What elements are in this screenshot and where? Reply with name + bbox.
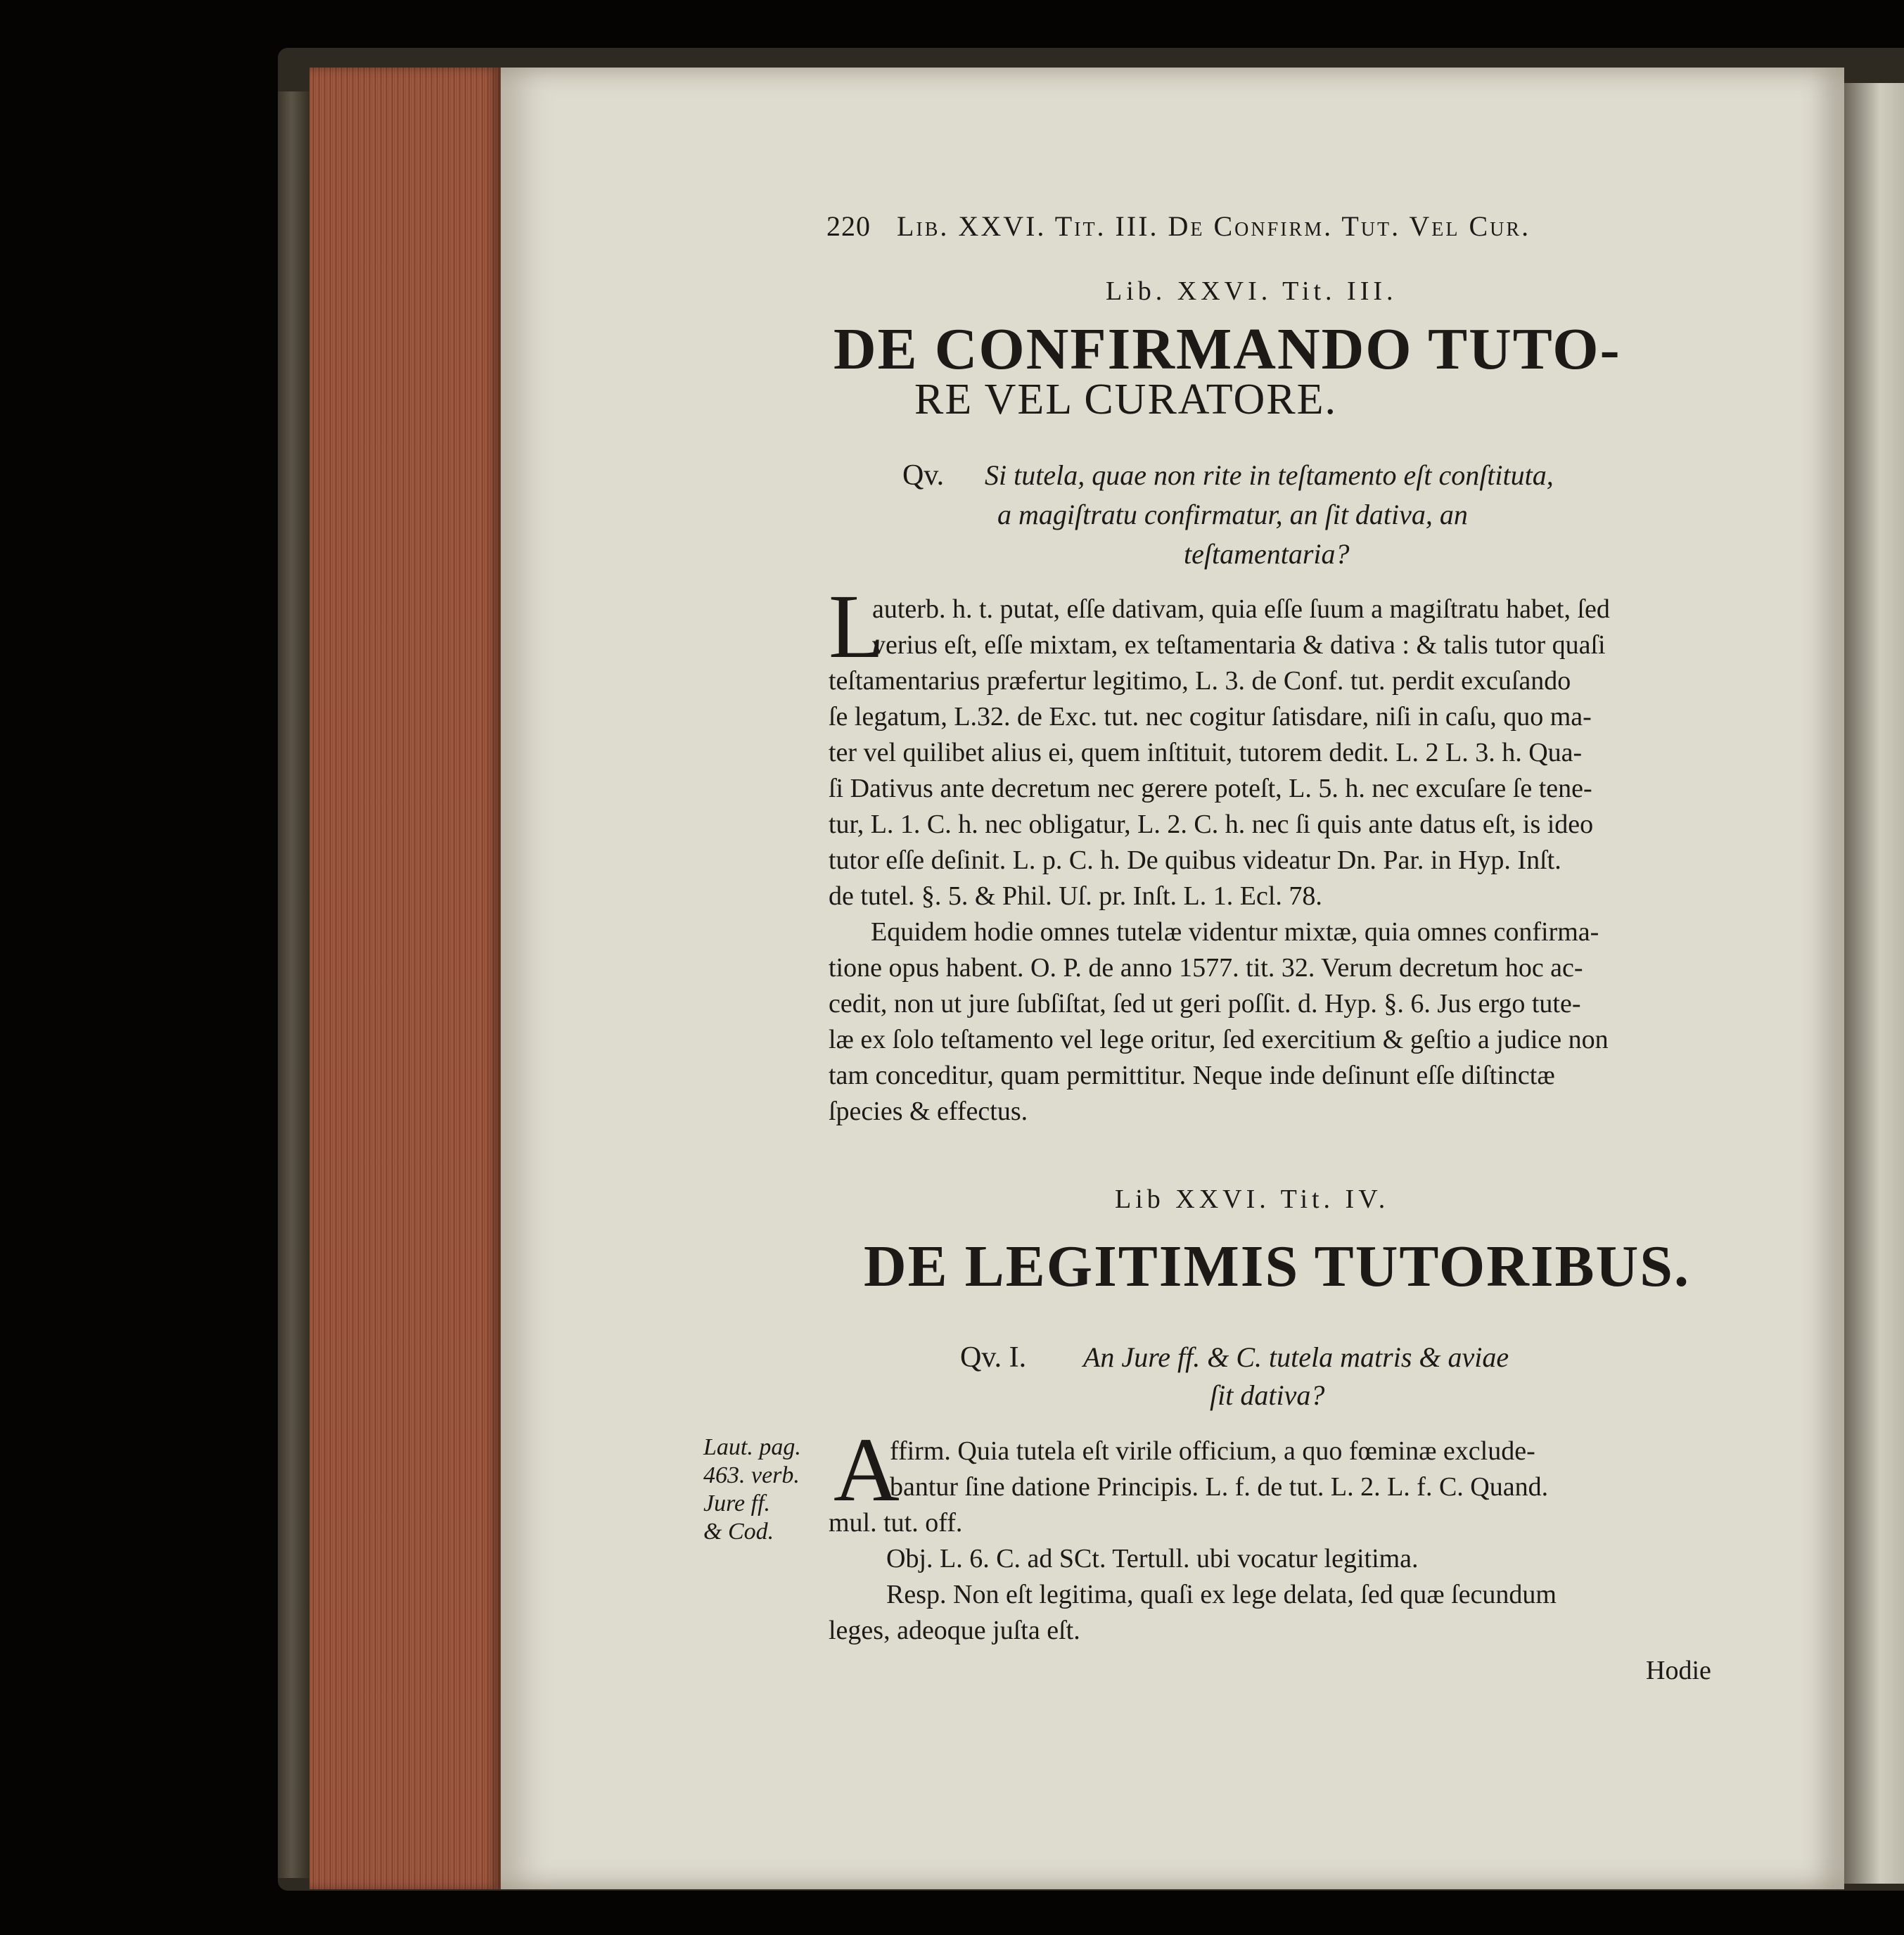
text-line: mul. tut. off. (829, 1508, 963, 1538)
page-edges (309, 68, 501, 1889)
facing-page-edge (1844, 83, 1904, 1884)
text-line: tutor eſſe deſinit. L. p. C. h. De quibus videatur Dn. Par. in Hyp. Inſt. (829, 845, 1561, 875)
text-line: tur, L. 1. C. h. nec obligatur, L. 2. C. h. nec ſi quis ante datus eſt, is ideo (829, 810, 1594, 839)
text-line: ſi Dativus ante decretum nec gerere poteſt, L. 5. h. nec excuſare ſe tene- (829, 774, 1592, 803)
text-line: bantur ſine datione Principis. L. f. de tut. L. 2. L. f. C. Quand. (890, 1472, 1549, 1502)
running-title: Lib. XXVI. Tit. III. De Confirm. Tut. Vel Cur. (897, 210, 1531, 242)
section2-question-line: An Jure ff. & C. tutela matris & aviae (1083, 1341, 1509, 1373)
section1-question-label: Qv. (902, 459, 945, 492)
text-line: læ ex ſolo teſtamento vel lege oritur, ſed exercitium & geſtio a judice non (829, 1025, 1609, 1054)
margin-note-line: Laut. pag. (703, 1434, 801, 1460)
text-line: ffirm. Quia tutela eſt virile officium, a quo fœminæ exclude- (890, 1436, 1535, 1466)
text-line: ter vel quilibet alius ei, quem inſtituit, tutorem dedit. L. 2 L. 3. h. Qua- (829, 738, 1583, 767)
section1-dropcap: L (829, 576, 885, 677)
response-line: leges, adeoque juſta eſt. (829, 1616, 1080, 1645)
section1-title-line2: RE VEL CURATORE. (914, 376, 1337, 423)
section2-question-label: Qv. I. (960, 1341, 1027, 1374)
section1-question-line: teſtamentaria? (1184, 538, 1350, 570)
text-line: teſtamentarius præfertur legitimo, L. 3. de Conf. tut. perdit excuſando (829, 666, 1571, 696)
catchword: Hodie (1646, 1656, 1711, 1685)
section2-question-line: ſit dativa? (1210, 1379, 1325, 1411)
margin-note-line: & Cod. (703, 1519, 774, 1545)
running-header (826, 210, 1531, 243)
text-line: cedit, non ut jure ſubſiſtat, ſed ut geri poſſit. d. Hyp. §. 6. Jus ergo tute- (829, 989, 1581, 1018)
text-line: tam conceditur, quam permittitur. Neque inde deſinunt eſſe diſtinctæ (829, 1061, 1555, 1090)
text-line: ſe legatum, L.32. de Exc. tut. nec cogitur ſatisdare, niſi in caſu, quo ma- (829, 702, 1592, 732)
text-line: auterb. h. t. putat, eſſe dativam, quia eſſe ſuum a magiſtratu habet, ſed (872, 594, 1610, 624)
text-line: de tutel. §. 5. & Phil. Uſ. pr. Inſt. L. 1. Ecl. 78. (829, 881, 1322, 911)
section1-title-line1: DE CONFIRMANDO TUTO- (833, 317, 1621, 382)
margin-note-line: 463. verb. (703, 1462, 800, 1488)
section1-book-title-ref: Lib. XXVI. Tit. III. (1106, 276, 1398, 306)
section2-dropcap: A (833, 1419, 900, 1521)
text-line: verius eſt, eſſe mixtam, ex teſtamentaria & dativa : & talis tutor quaſi (872, 630, 1606, 660)
text-line: Equidem hodie omnes tutelæ videntur mixtæ, quia omnes confirma- (871, 917, 1599, 947)
text-line: tione opus habent. O. P. de anno 1577. tit. 32. Verum decretum hoc ac- (829, 953, 1583, 983)
section1-question-line: Si tutela, quae non rite in teſtamento eſt conſtituta, (985, 459, 1554, 491)
book-cover-edge (278, 91, 312, 1878)
text-line: ſpecies & effectus. (829, 1097, 1028, 1126)
response-line: Resp. Non eſt legitima, quaſi ex lege delata, ſed quæ ſecundum (886, 1580, 1557, 1609)
margin-note (703, 1433, 801, 1546)
objection-line: Obj. L. 6. C. ad SCt. Tertull. ubi vocatur legitima. (886, 1544, 1419, 1573)
section2-book-title-ref: Lib XXVI. Tit. IV. (1115, 1184, 1390, 1214)
page-number: 220 (826, 210, 871, 242)
section2-title: DE LEGITIMIS TUTORIBUS. (864, 1234, 1690, 1299)
section1-question-line: a magiſtratu confirmatur, an ſit dativa, an (997, 499, 1468, 530)
margin-note-line: Jure ff. (703, 1490, 771, 1516)
